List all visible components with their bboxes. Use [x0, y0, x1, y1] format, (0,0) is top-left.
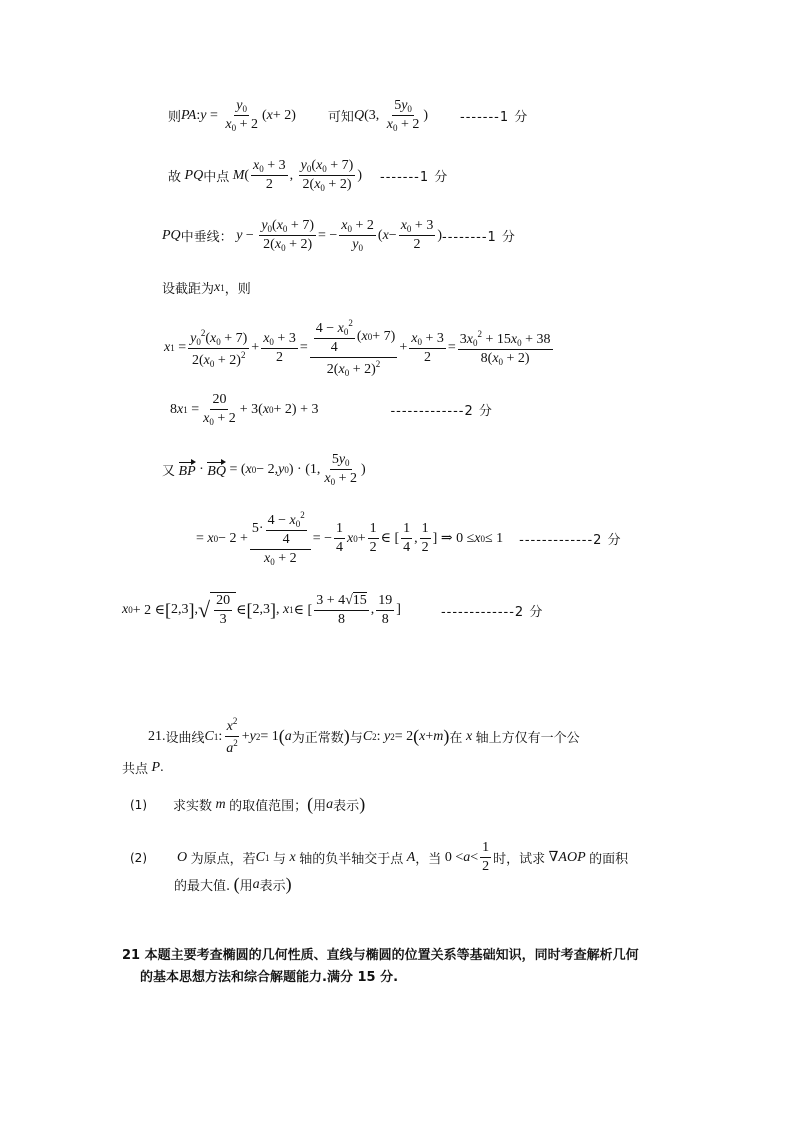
text-use-2: 用: [239, 879, 253, 894]
math-pa: PA: [181, 107, 197, 123]
text-ze2: ，则: [224, 282, 251, 297]
question-2-cont: 的最大值. ( 用 a 表示 ): [174, 874, 292, 894]
text-and: 与: [349, 731, 363, 747]
solution-line-bisector: PQ 中垂线： y − $\frac{y_0(x_0 + 7)}{2(x_0 + 2)}$ = − $\frac{x_0 + 2}{y_0}$ ( x − $\frac{x_0 + 3}{2}$ ) --------1 分: [162, 218, 516, 254]
solution-line-range: = x 0 − 2 + 5· $\frac{4 - x_0^2}{4}$ $x_0 + 2$ = − $\frac{1}{4}$ x 0 + $\frac{1}{2}$ ∈ [ $\frac{1}{4}$ , $\frac{1}{2}$ ] ⇒ 0 ≤ x 0 ≤ 1 -------------2 分: [196, 510, 622, 568]
fraction-midx: $\frac{x_0 + 3}{2}$: [253, 158, 286, 193]
vector-bq: BQ: [207, 460, 226, 480]
text-midpoint: 中点: [203, 170, 230, 186]
text-express: 表示: [333, 799, 360, 814]
solution-line-8x1: 8 x 1 = $\frac{20}{x_0 + 2}$ + 3( x 0 + 2) + 3 -------------2 分: [170, 392, 493, 428]
text-kezhi: 可知: [327, 110, 354, 126]
fraction-bis1: $\frac{y_0(x_0 + 7)}{2(x_0 + 2)}$: [261, 218, 314, 254]
q1-text: 求实数: [173, 799, 213, 814]
fraction-half-2: $\frac{1}{2}$: [421, 521, 429, 556]
fraction-range-low: $\frac{3 + 4√15}{8}$: [316, 592, 367, 627]
fraction-half-3: $\frac{1}{2}$: [482, 840, 490, 875]
problem-21-line1: 21. 设曲线 C 1 : $\frac{x^2}{a^2}$ + y 2 = 1 ( a 为正常数 ) 与 C 2 : y 2 = 2 ( x + m ) 在 x 轴上方仅有一个公: [148, 716, 580, 757]
fraction-x1c: $\frac{4 - x_0^2}{4}$ ( x 0 + 7) $2(x_0 + 2)^2$: [310, 318, 398, 379]
q2-text5: 时，试求: [493, 852, 546, 868]
fraction-20: $\frac{20}{x_0 + 2}$: [203, 392, 236, 428]
text-above-axis: 轴上方仅有一个公: [475, 731, 580, 747]
fraction-x1d: $\frac{x_0 + 3}{2}$: [411, 330, 444, 366]
q1-text2: 的取值范围；: [229, 799, 308, 814]
note-line1: 21 本题主要考查椭圆的几何性质、直线与椭圆的位置关系等基础知识，同时考查解析几何: [122, 948, 639, 963]
fraction-quarter-2: $\frac{1}{4}$: [403, 521, 411, 556]
solution-line-x1: x 1 = $\frac{y_0^2(x_0 + 7)}{2(x_0 + 2)^2}$ + $\frac{x_0 + 3}{2}$ = $\frac{4 - x_0^2}{4}$ ( x 0 + 7) $2(x_0 + 2)^2$ + $\frac{x_0 + 3}{2}$ = $\frac{3x_0^2 + 15x_0 + 38}{8(x_0 + 2)}$: [164, 318, 551, 379]
q2-text3: 轴的负半轴交于点: [299, 852, 404, 868]
text-common-point: 共点: [122, 762, 149, 777]
score-mark: -------------2 分: [390, 404, 493, 420]
fraction-half: $\frac{1}{2}$: [369, 521, 377, 556]
q2-text1: 为原点，若: [190, 852, 256, 868]
score-mark: --------1 分: [442, 230, 516, 246]
score-mark: -------1 分: [460, 110, 529, 126]
score-mark: -------------2 分: [519, 533, 622, 549]
text-you: 又: [162, 464, 176, 480]
text-ze: 则: [168, 110, 182, 126]
text-curve: 设曲线: [165, 731, 205, 747]
q2-text6: 的面积: [589, 852, 629, 868]
q2-text7: 的最大值.: [174, 879, 231, 894]
text-gu: 故: [168, 170, 182, 186]
text-express-2: 表示: [259, 879, 286, 894]
fraction-x1a: $\frac{y_0^2(x_0 + 7)}{2(x_0 + 2)^2}$: [190, 327, 248, 369]
solution-line-midpoint: 故 PQ 中点 M ( $\frac{x_0 + 3}{2}$ , $\frac{y_0(x_0 + 7)}{2(x_0 + 2)}$ ) -------1 分: [168, 158, 449, 194]
fraction-x2a2: $\frac{x^2}{a^2}$: [226, 716, 238, 757]
fraction-y0-over-x0plus2: $\frac{y_0}{x_0 + 2}$: [225, 98, 258, 134]
q2-label: (2): [130, 850, 147, 865]
text-intercept: 设截距为: [162, 282, 215, 297]
fraction-bis2: $\frac{x_0 + 2}{y_0}$: [341, 218, 374, 254]
text-use: 用: [313, 799, 327, 814]
text-zai: 在: [449, 731, 463, 747]
problem-21-line2: 共点 P .: [122, 759, 164, 777]
question-1: (1) 求实数 m 的取值范围； ( 用 a 表示 ): [130, 794, 366, 814]
question-2: (2) O 为原点，若 C 1 与 x 轴的负半轴交于点 A ，当 0 < a < $\frac{1}{2}$ 时，试求 ∇ AOP 的面积: [130, 840, 629, 875]
fraction-bis3: $\frac{x_0 + 3}{2}$: [400, 218, 434, 253]
sqrt-20-3: √ $\frac{20}{3}$: [198, 592, 236, 628]
text-bisector: 中垂线：: [180, 230, 233, 246]
solution-line-pa: 则 PA : y = $\frac{y_0}{x_0 + 2}$ ( x + 2) 可知 Q (3, $\frac{5y_0}{x_0 + 2}$ ) -------1 分: [168, 98, 529, 134]
score-mark: -------------2 分: [440, 604, 544, 620]
problem-number: 21.: [148, 728, 166, 744]
note-line2: 的基本思想方法和综合解题能力.满分 15 分.: [140, 970, 399, 985]
solution-line-intercept: 设截距为 x 1 ，则: [162, 279, 251, 297]
q1-label: (1): [130, 797, 147, 812]
fraction-5y0: $\frac{5y_0}{x_0 + 2}$: [386, 98, 420, 134]
solution-line-final: x 0 + 2 ∈ [ 2,3 ] , √ $\frac{20}{3}$ ∈ [ 2,3 ] , x 1 ∈ [ $\frac{3 + 4√15}{8}$ , $\frac{19}{8}$ ] -------------2 分: [122, 592, 544, 628]
text-constant: 为正常数: [291, 731, 344, 747]
vector-bp: BP: [179, 460, 196, 480]
fraction-midy: $\frac{y_0(x_0 + 7)}{2(x_0 + 2)}$: [300, 158, 354, 194]
fraction-5y0-b: $\frac{5y_0}{x_0 + 2}$: [324, 452, 357, 488]
fraction-x1b: $\frac{x_0 + 3}{2}$: [263, 330, 296, 366]
q2-text2: 与: [272, 852, 286, 868]
fraction-x1e: $\frac{3x_0^2 + 15x_0 + 38}{8(x_0 + 2)}$: [459, 329, 551, 368]
q2-text4: ，当: [415, 852, 442, 868]
fraction-big: 5· $\frac{4 - x_0^2}{4}$ $x_0 + 2$: [250, 510, 311, 568]
fraction-quarter: $\frac{1}{4}$: [336, 521, 344, 556]
solution-line-dot: 又 BP · BQ = ( x 0 − 2, y 0 ) · (1, $\frac{5y_0}{x_0 + 2}$ ): [162, 452, 366, 488]
fraction-range-high: $\frac{19}{8}$: [378, 592, 393, 627]
score-mark: -------1 分: [380, 170, 449, 186]
